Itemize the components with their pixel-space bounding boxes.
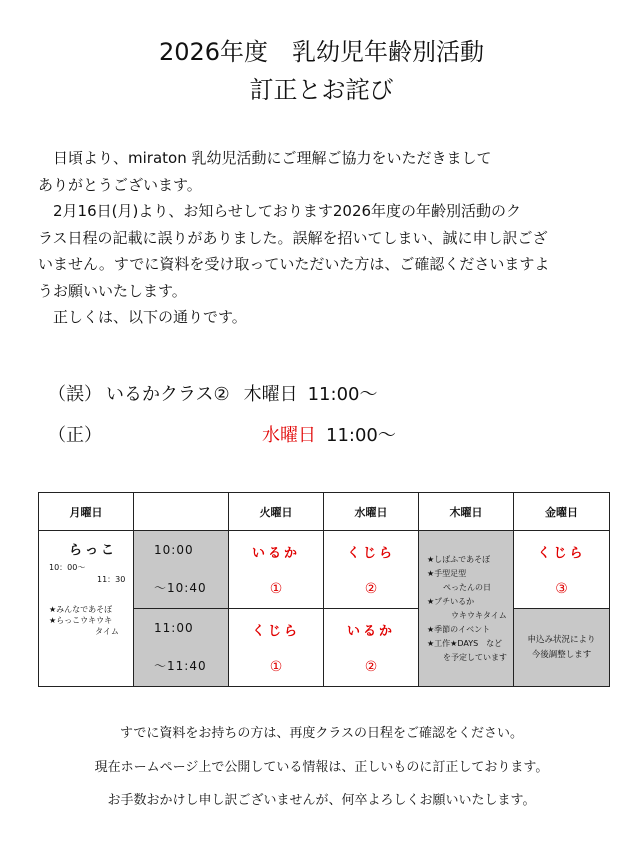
class-number: ①: [269, 659, 283, 676]
class-number: ②: [364, 581, 378, 598]
class-name: くじら: [537, 545, 586, 561]
footer-line-2: 現在ホームページ上で公開している情報は、正しいものに訂正しております。: [94, 760, 549, 775]
rakko-time-end: 11：30: [97, 575, 126, 584]
list-item: ★しばふであそぼ: [427, 554, 491, 564]
slot1-fri: [514, 531, 610, 609]
slot2-fri: [514, 609, 610, 687]
slot2-tue: [229, 609, 324, 687]
list-item: ★手型足型: [427, 568, 467, 578]
page-subtitle: 訂正とお詫び: [249, 76, 394, 104]
wrong-time: 11:00～: [307, 384, 378, 405]
body-line: 正しくは、以下の通りです。: [38, 308, 247, 326]
list-item: を予定しています: [427, 652, 507, 662]
fri-note-line: 今後調整します: [531, 649, 592, 660]
body-line: ラス日程の記載に誤りがありました。誤解を招いてしまい、誠に申し訳ござ: [38, 228, 548, 247]
fri-note-line: 申込み状況により: [527, 634, 596, 645]
body-line: うお願いいたします。: [38, 281, 187, 300]
rakko-time: [49, 562, 129, 586]
slot1-tue: [229, 531, 324, 609]
list-item: ウキウキタイム: [427, 610, 507, 620]
slot2-wed: [324, 609, 419, 687]
rakko-name: らっこ: [69, 543, 118, 558]
list-item: タイム: [95, 627, 119, 636]
rakko-cell: [39, 531, 134, 687]
body-line: 日頃より、miraton 乳幼児活動にご理解ご協力をいただきまして: [38, 149, 492, 167]
rakko-activities: [49, 604, 129, 637]
footer-line-3: お手数おかけし申し訳ございませんが、何卒よろしくお願いいたします。: [107, 793, 536, 808]
notice-body: [38, 145, 618, 331]
body-line: ありがとうございます。: [38, 175, 202, 194]
slot2-start: 11:00: [154, 620, 194, 635]
list-item: ★みんなであそぼ: [49, 605, 113, 614]
thu-notes-cell: [419, 531, 514, 687]
header-time: [134, 493, 229, 531]
wrong-entry: [48, 382, 377, 408]
wrong-label: （誤）: [48, 384, 102, 405]
header-wed: 水曜日: [324, 493, 419, 531]
class-name: くじら: [251, 623, 300, 639]
class-name: くじら: [346, 545, 395, 561]
schedule-table: [38, 492, 610, 687]
slot1-wed: [324, 531, 419, 609]
page-title: 2026年度 乳幼児年齢別活動: [158, 38, 485, 66]
class-number: ③: [555, 581, 568, 598]
slot1-start: 10:00: [154, 542, 194, 557]
class-number: ②: [364, 659, 378, 676]
footer-line-1: すでに資料をお持ちの方は、再度クラスの日程をご確認をください。: [119, 726, 523, 741]
list-item: ★工作★DAYS など: [427, 638, 503, 648]
right-entry: [262, 423, 396, 449]
rakko-time-start: 10：00～: [49, 563, 86, 572]
slot2-time: [134, 609, 229, 687]
right-label: （正）: [48, 425, 102, 446]
header-mon: 月曜日: [39, 493, 134, 531]
header-tue: 火曜日: [229, 493, 324, 531]
list-item: ★プチいるか: [427, 596, 475, 606]
table-header-row: [39, 493, 610, 531]
body-line: 2月16日(月)より、お知らせしております2026年度の年齢別活動のク: [38, 202, 522, 220]
table-row: [39, 531, 610, 609]
list-item: ぺったんの日: [427, 582, 491, 592]
header-thu: 木曜日: [419, 493, 514, 531]
wrong-day: 木曜日: [243, 384, 298, 405]
class-number: ①: [269, 581, 283, 598]
slot1-time: [134, 531, 229, 609]
list-item: ★らっこウキウキ: [49, 616, 113, 625]
fri-note: [514, 633, 609, 663]
wrong-class: いるかクラス②: [106, 384, 230, 405]
slot1-end: ～10:40: [154, 581, 207, 596]
class-name: いるか: [251, 545, 300, 561]
list-item: ★季節のイベント: [427, 624, 491, 634]
header-fri: 金曜日: [514, 493, 610, 531]
slot2-end: ～11:40: [154, 659, 207, 674]
body-line: いません。すでに資料を受け取っていただいた方は、ご確認くださいますよ: [38, 255, 550, 273]
right-day: 水曜日: [262, 425, 316, 446]
class-name: いるか: [346, 623, 395, 639]
right-time: 11:00～: [326, 425, 396, 446]
